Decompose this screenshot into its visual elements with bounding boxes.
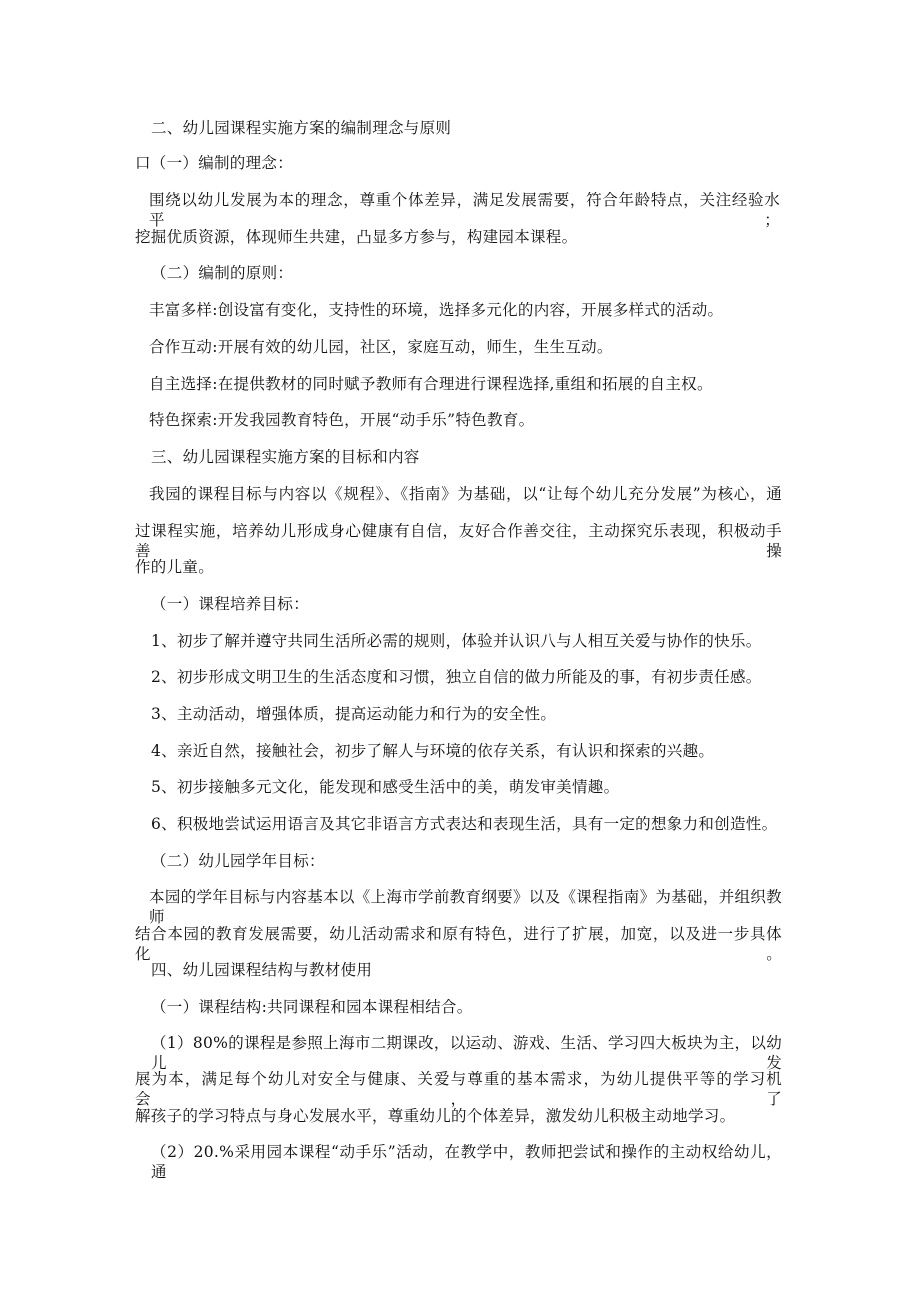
- paragraph-line: 过课程实施，培养幼儿形成身心健康有自信，友好合作善交往，主动探究乐表现，积极动手善操: [135, 522, 782, 560]
- section-heading-4: 四、幼儿园课程结构与教材使用: [151, 961, 373, 979]
- principle-item: 自主选择:在提供教材的同时赋予教师有合理进行课程选择,重组和拓展的自主权。: [149, 375, 713, 393]
- section-heading-3: 三、幼儿园课程实施方案的目标和内容: [151, 448, 420, 466]
- goal-item: 4、亲近自然，接触社会，初步了解人与环境的依存关系，有认识和探索的兴趣。: [151, 742, 715, 760]
- subheading-year-goals: （二）幼儿园学年目标：: [151, 852, 325, 870]
- subheading-structure: （一）课程结构:共同课程和园本课程相结合。: [151, 998, 473, 1016]
- goal-item: 5、初步接触多元文化，能发现和感受生活中的美，萌发审美情趣。: [151, 778, 620, 796]
- paragraph-line: 展为本，满足每个幼儿对安全与健康、关爱与尊重的基本需求，为幼儿提供平等的学习机会，了: [135, 1070, 782, 1108]
- paragraph-line: （2）20.%采用园本课程“动手乐”活动，在教学中，教师把尝试和操作的主动权给幼儿，通: [151, 1143, 782, 1181]
- subheading-goals: （一）课程培养目标：: [151, 595, 310, 613]
- paragraph-line: 挖掘优质资源，体现师生共建，凸显多方参与，构建园本课程。: [135, 228, 578, 246]
- principle-item: 丰富多样:创设富有变化，支持性的环境，选择多元化的内容，开展多样式的活动。: [149, 301, 724, 319]
- goal-item: 1、初步了解并遵守共同生活所必需的规则，体验并认识八与人相互关爱与协作的快乐。: [151, 632, 762, 650]
- paragraph-line: （1）80%的课程是参照上海市二期课改，以运动、游戏、生活、学习四大板块为主，以幼儿发: [151, 1034, 782, 1072]
- section-heading-2: 二、幼儿园课程实施方案的编制理念与原则: [151, 119, 452, 137]
- subheading-concept: 口（一）编制的理念：: [135, 154, 294, 172]
- goal-item: 2、初步形成文明卫生的生活态度和习惯，独立自信的做力所能及的事，有初步责任感。: [151, 668, 762, 686]
- goal-item: 3、主动活动，增强体质，提高运动能力和行为的安全性。: [151, 705, 557, 723]
- paragraph-line: 我园的课程目标与内容以《规程》、《指南》为基础，以“让每个幼儿充分发展”为核心，通: [149, 485, 782, 503]
- principle-item: 特色探索:开发我园教育特色，开展“动手乐”特色教育。: [149, 411, 535, 429]
- principle-item: 合作互动:开展有效的幼儿园，社区，家庭互动，师生，生生互动。: [149, 338, 613, 356]
- paragraph-line: 围绕以幼儿发展为本的理念，尊重个体差异，满足发展需要，符合年龄特点，关注经验水平；: [149, 191, 780, 229]
- paragraph-line: 本园的学年目标与内容基本以《上海市学前教育纲要》以及《课程指南》为基础，并组织教师: [149, 888, 782, 926]
- subheading-principles: （二）编制的原则：: [151, 264, 294, 282]
- paragraph-line: 作的儿童。: [135, 558, 215, 576]
- paragraph-line: 解孩子的学习特点与身心发展水平，尊重幼儿的个体差异，激发幼儿积极主动地学习。: [135, 1107, 736, 1125]
- goal-item: 6、积极地尝试运用语言及其它非语言方式表达和表现生活，具有一定的想象力和创造性。: [151, 815, 778, 833]
- paragraph-line: 结合本园的教育发展需要，幼儿活动需求和原有特色，进行了扩展，加宽，以及进一步具体化。: [135, 925, 782, 963]
